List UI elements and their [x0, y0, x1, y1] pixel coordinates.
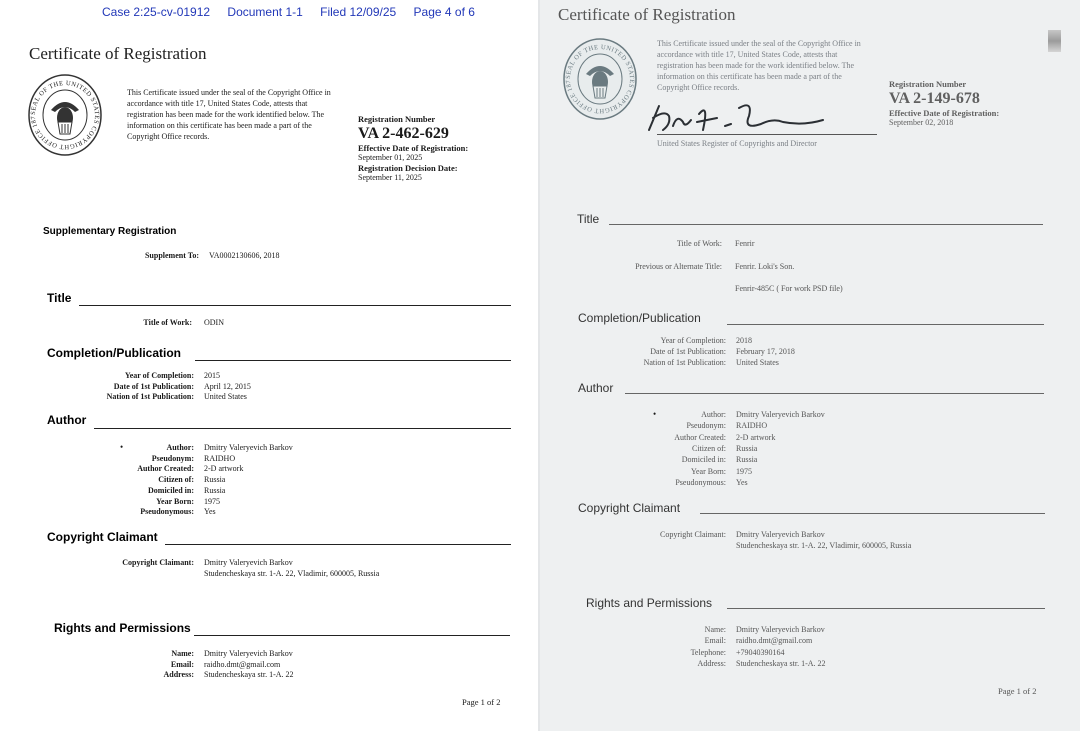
registration-number-label: Registration Number [358, 114, 436, 124]
field-value: Yes [204, 507, 216, 517]
page-indicator: Page 4 of 6 [413, 5, 475, 19]
field-label: Name: [704, 625, 726, 634]
field-value: Russia [736, 455, 758, 465]
field-label: Domiciled in: [148, 485, 194, 495]
page-footer: Page 1 of 2 [462, 697, 501, 707]
copyright-office-seal-icon [27, 72, 103, 158]
title-section-heading: Title [577, 212, 600, 226]
effective-date: September 02, 2018 [889, 118, 954, 127]
field-label: Name: [171, 649, 194, 658]
registration-number-label: Registration Number [889, 79, 967, 89]
case-number: Case 2:25-cv-01912 [102, 5, 211, 19]
field-label: Pseudonymous: [140, 507, 194, 517]
field-label: Citizen of: [158, 475, 194, 485]
decision-date: September 11, 2025 [358, 173, 422, 182]
field-label: Year Born: [691, 466, 726, 476]
rights-section-heading: Rights and Permissions [54, 621, 191, 635]
field-label: Date of 1st Publication: [650, 347, 726, 356]
field-value: +79040390164 [736, 647, 785, 657]
field-label: Supplement To: [144, 251, 199, 260]
section-divider [94, 428, 511, 429]
field-label: Citizen of: [692, 443, 726, 453]
field-label: Pseudonym: [686, 421, 726, 431]
filed-date: Filed 12/09/25 [320, 5, 397, 19]
field-label: Title of Work: [676, 239, 722, 248]
claimant-name: Dmitry Valeryevich Barkov [736, 530, 825, 539]
section-divider [609, 224, 1043, 225]
author-section-heading: Author [578, 381, 614, 395]
registration-block [358, 114, 468, 183]
decision-date-label: Registration Decision Date: [358, 163, 458, 173]
section-divider [700, 513, 1045, 514]
document-number: Document 1-1 [227, 5, 303, 19]
certificate-intro-text: This Certificate issued under the seal of the Copyright Office in accordance with title 17, United States Code, attests that registration has been made for the work identified below. The information on this certificate has been made a part of the Copyright Office records. [127, 88, 331, 141]
signature-caption: United States Register of Copyrights and Director [657, 139, 817, 148]
field-label: Previous or Alternate Title: [635, 261, 722, 271]
field-value: 2-D artwork [204, 464, 244, 474]
certificate-title: Certificate of Registration [29, 44, 207, 63]
effective-date-label: Effective Date of Registration: [889, 108, 1000, 118]
field-value: Fenrir [735, 239, 755, 248]
field-value: Yes [736, 477, 748, 487]
copyright-office-seal-icon [562, 36, 638, 122]
field-label: Telephone: [690, 647, 726, 657]
claimant-name: Dmitry Valeryevich Barkov [204, 558, 293, 567]
field-label: Year of Completion: [124, 371, 194, 380]
field-value: RAIDHO [736, 421, 768, 431]
field-value: Russia [204, 485, 226, 495]
redaction-mark [1048, 30, 1061, 52]
section-divider [194, 635, 510, 636]
page-footer: Page 1 of 2 [998, 686, 1037, 696]
field-value: 2018 [736, 336, 752, 345]
field-value: VA0002130606, 2018 [209, 251, 280, 260]
field-value: raidho.dmt@gmail.com [736, 636, 813, 646]
effective-date-label: Effective Date of Registration: [358, 143, 469, 153]
registration-block [889, 79, 999, 128]
field-value: United States [736, 358, 779, 367]
field-value: Fenrir. Loki's Son. [735, 261, 795, 271]
registration-number: VA 2-462-629 [358, 125, 449, 142]
registration-number: VA 2-149-678 [889, 90, 980, 107]
field-label: Author Created: [137, 464, 194, 474]
author-bullet: • [120, 442, 124, 452]
effective-date: September 01, 2025 [358, 153, 423, 162]
section-divider [195, 360, 511, 361]
field-value: 2-D artwork [736, 432, 776, 442]
field-label: Copyright Claimant: [122, 558, 194, 567]
field-value: Studencheskaya str. 1-A. 22 [204, 670, 294, 680]
field-label: Email: [704, 636, 726, 646]
field-value: April 12, 2015 [204, 381, 251, 391]
author-bullet: • [653, 409, 657, 419]
field-label: Address: [163, 670, 194, 680]
claimant-address: Studencheskaya str. 1-A. 22, Vladimir, 600005, Russia [736, 541, 912, 550]
certificate-intro-text: This Certificate issued under the seal of the Copyright Office in accordance with title 17, United States Code, attests that registration has been made for the work identified below. The information on this certificate has been made a part of the Copyright Office records. [657, 39, 861, 92]
court-filing-header [102, 5, 489, 19]
title-section-heading: Title [47, 291, 72, 305]
field-label: Domiciled in: [681, 455, 726, 465]
field-value: February 17, 2018 [736, 347, 795, 356]
field-value: Dmitry Valeryevich Barkov [204, 443, 293, 452]
field-value: 2015 [204, 371, 220, 380]
field-label: Email: [170, 659, 194, 669]
seal-lettering: SEAL OF THE UNITED STATES COPYRIGHT OFFICE 187 [29, 79, 101, 151]
field-value: ODIN [204, 318, 224, 327]
field-value: Dmitry Valeryevich Barkov [204, 649, 293, 658]
claimant-section-heading: Copyright Claimant [47, 530, 158, 544]
field-label: Date of 1st Publication: [113, 381, 194, 391]
section-divider [727, 324, 1044, 325]
right-certificate-page [540, 0, 1080, 731]
field-value: 1975 [736, 466, 752, 476]
field-value: Dmitry Valeryevich Barkov [736, 625, 825, 634]
field-value: Fenrir-485C ( For work PSD file) [735, 284, 843, 293]
field-value: 1975 [204, 496, 220, 506]
seal-lettering: SEAL OF THE UNITED STATES COPYRIGHT OFFICE 187 [564, 43, 636, 115]
field-value: raidho.dmt@gmail.com [204, 659, 281, 669]
field-value: Russia [204, 475, 226, 485]
author-section-heading: Author [47, 413, 87, 427]
field-value: Dmitry Valeryevich Barkov [736, 410, 825, 419]
field-label: Author: [701, 410, 726, 419]
supplementary-registration-heading: Supplementary Registration [43, 226, 177, 237]
field-label: Year of Completion: [660, 336, 726, 345]
field-label: Pseudonym: [151, 453, 194, 463]
claimant-address: Studencheskaya str. 1-A. 22, Vladimir, 600005, Russia [204, 569, 380, 578]
field-value: RAIDHO [204, 453, 236, 463]
field-label: Address: [697, 658, 726, 668]
section-divider [727, 608, 1045, 609]
field-label: Year Born: [156, 496, 194, 506]
claimant-section-heading: Copyright Claimant [578, 501, 681, 515]
field-label: Copyright Claimant: [660, 530, 726, 539]
field-label: Author Created: [674, 432, 726, 442]
section-divider [79, 305, 511, 306]
field-value: United States [204, 392, 247, 401]
section-divider [165, 544, 511, 545]
field-label: Title of Work: [143, 318, 192, 327]
field-value: Studencheskaya str. 1-A. 22 [736, 658, 826, 668]
completion-section-heading: Completion/Publication [578, 311, 701, 325]
section-divider [625, 393, 1044, 394]
certificate-title: Certificate of Registration [558, 5, 736, 24]
field-label: Author: [166, 443, 194, 452]
field-value: Russia [736, 443, 758, 453]
field-label: Nation of 1st Publication: [106, 392, 194, 401]
field-label: Pseudonymous: [675, 477, 726, 487]
completion-section-heading: Completion/Publication [47, 346, 181, 360]
field-label: Nation of 1st Publication: [643, 358, 726, 367]
signature-line [657, 134, 877, 135]
rights-section-heading: Rights and Permissions [586, 596, 713, 610]
